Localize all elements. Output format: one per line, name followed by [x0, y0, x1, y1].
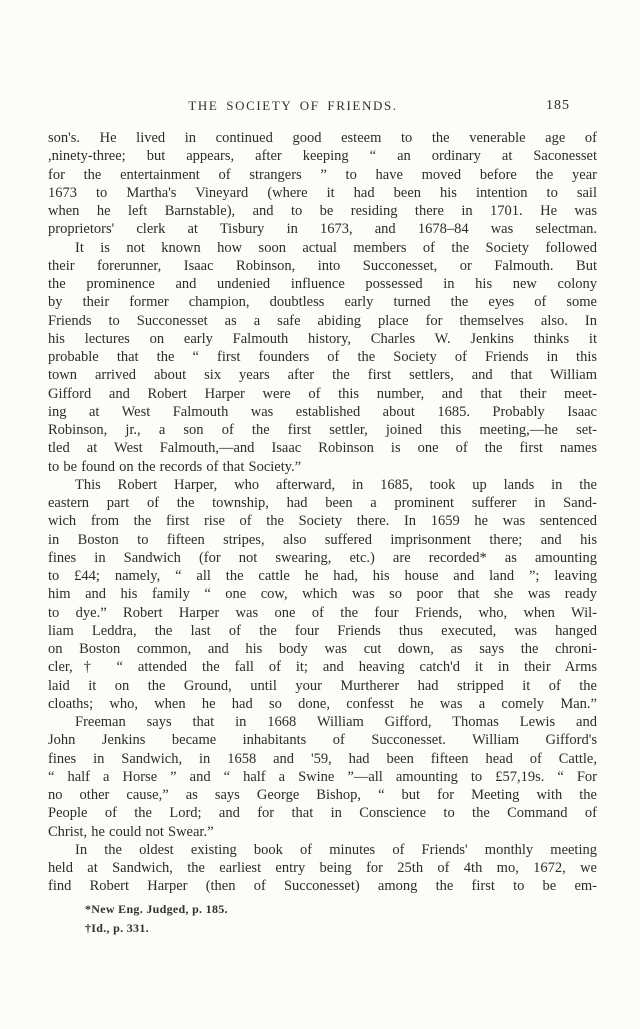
text-line: Christ, he could not Swear.”: [48, 823, 214, 840]
page-number: 185: [546, 98, 570, 113]
text-line: find Robert Harper (then of Succonesset) among the first to be em-: [48, 878, 597, 895]
text-line: his lectures on early Falmouth history, Charles W. Jenkins thinks it: [48, 330, 597, 347]
footnote: †Id., p. 331.: [85, 921, 149, 935]
text-line: cloaths; who, when he had so done, confesst he was a comely Man.”: [48, 695, 597, 712]
paragraph: [48, 713, 597, 841]
paragraph: [48, 841, 597, 896]
text-line: fines in Sandwich (for not swearing, etc.) are recorded* as amounting: [48, 549, 597, 566]
footnote: *New Eng. Judged, p. 185.: [85, 902, 228, 916]
text-line: town arrived about six years after the first settlers, and that William: [48, 367, 597, 384]
text-line: Freeman says that in 1668 William Gifford, Thomas Lewis and: [75, 714, 597, 730]
text-line: when he left Barnstable), and to be residing there in 1701. He was: [48, 203, 597, 219]
text-line: no other cause,” as says George Bishop, “ but for Meeting with the: [48, 787, 597, 803]
page-body: [48, 129, 597, 896]
footnotes: [85, 900, 565, 938]
text-line: ing at West Falmouth was established about 1685. Probably Isaac: [48, 403, 597, 420]
text-line: proprietors' clerk at Tisbury in 1673, and 1678–84 was selectman.: [48, 221, 597, 238]
paragraph: [48, 239, 597, 476]
text-line: cler,† “ attended the fall of it; and heaving catch'd it in their Arms: [48, 659, 597, 676]
text-line: tled at West Falmouth,—and Isaac Robinson is one of the first names: [48, 440, 597, 457]
text-line: It is not known how soon actual members of the Society followed: [75, 239, 597, 256]
text-line: eastern part of the township, had been a prominent sufferer in Sand-: [48, 495, 597, 511]
text-line: son's. He lived in continued good esteem to the venerable age of: [48, 130, 597, 146]
text-line: to £44; namely, “ all the cattle he had, his house and land ”; leaving: [48, 568, 597, 584]
text-line: liam Leddra, the last of the four Friends thus executed, was hanged: [48, 622, 597, 639]
text-line: This Robert Harper, who afterward, in 1685, took up lands in the: [75, 476, 597, 493]
text-line: for the entertainment of strangers ” to have moved before the year: [48, 166, 597, 183]
text-line: John Jenkins became inhabitants of Succonesset. William Gifford's: [48, 732, 597, 749]
text-line: probable that the “ first founders of the Society of Friends in this: [48, 349, 597, 365]
text-line: fines in Sandwich, in 1658 and '59, had been fifteen head of Cattle,: [48, 750, 597, 767]
text-line: their forerunner, Isaac Robinson, into Succonesset, or Falmouth. But: [48, 257, 597, 274]
text-line: the prominence and undenied influence possessed in his new colony: [48, 276, 597, 292]
paragraph: [48, 129, 597, 239]
text-line: “ half a Horse ” and “ half a Swine ”—all amounting to £57,19s. “ For: [48, 768, 597, 785]
text-line: him and his family “ one cow, which was so poor that she was ready: [48, 586, 597, 603]
text-line: 1673 to Martha's Vineyard (where it had been his intention to sail: [48, 184, 597, 201]
text-line: in Boston to fifteen stripes, also suffered imprisonment there; and his: [48, 531, 597, 548]
text-line: In the oldest existing book of minutes of Friends' monthly meeting: [75, 841, 597, 858]
text-line: wich from the first rise of the Society there. In 1659 he was sentenced: [48, 513, 597, 530]
running-title: THE SOCIETY OF FRIENDS.: [188, 98, 398, 113]
text-line: laid it on the Ground, until your Murtherer had stripped it of the: [48, 677, 597, 694]
text-line: to dye.” Robert Harper was one of the four Friends, who, when Wil-: [48, 604, 597, 621]
text-line: Friends to Succonesset as a safe abiding place for themselves also. In: [48, 312, 597, 329]
page-header: [0, 98, 640, 116]
text-line: Gifford and Robert Harper were of this number, and that their meet-: [48, 385, 597, 402]
text-line: on Boston common, and his body was cut down, as says the chroni-: [48, 641, 597, 657]
text-line: People of the Lord; and for that in Conscience to the Command of: [48, 805, 597, 822]
text-line: ,ninety-three; but appears, after keeping “ an ordinary at Saconesset: [48, 148, 597, 165]
paragraph: [48, 476, 597, 713]
text-line: by their former champion, doubtless early turned the eyes of some: [48, 294, 597, 311]
text-line: to be found on the records of that Society.”: [48, 458, 302, 475]
text-line: Robinson, jr., a son of the first settler, joined this meeting,—he set-: [48, 422, 597, 438]
text-line: held at Sandwich, the earliest entry being for 25th of 4th mo, 1672, we: [48, 860, 597, 876]
